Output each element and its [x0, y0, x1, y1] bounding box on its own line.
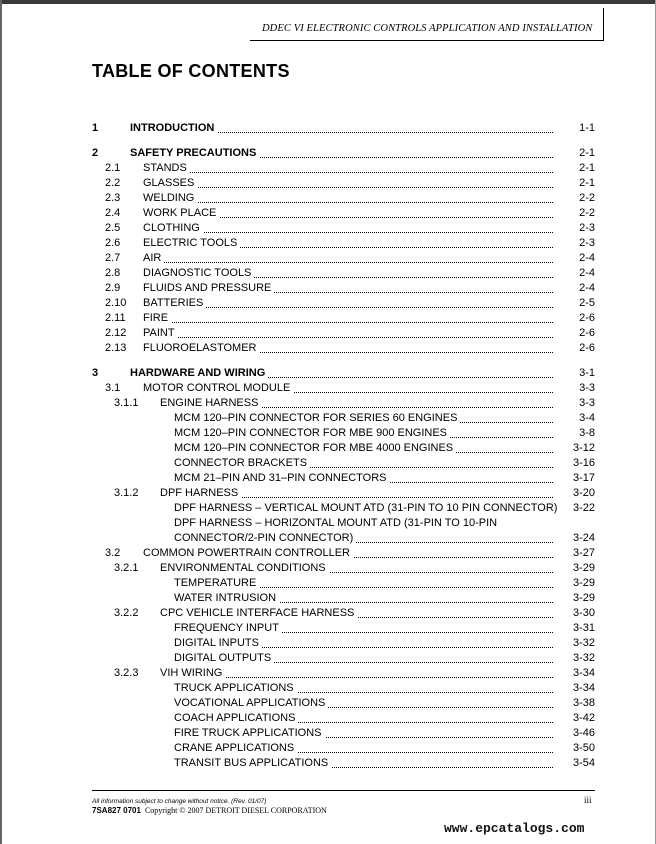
toc-entry-page: 3-31	[572, 622, 595, 634]
toc-entry-title: VOCATIONAL APPLICATIONS	[174, 696, 328, 710]
footer-rule	[92, 790, 595, 791]
toc-entry-page: 2-4	[579, 252, 595, 264]
toc-entry-number: 3	[92, 367, 99, 379]
toc-entry[interactable]	[0, 236, 656, 250]
header-rule	[250, 40, 603, 41]
toc-entry-title: INTRODUCTION	[130, 121, 217, 135]
toc-entry-title: DIGITAL OUTPUTS	[174, 651, 274, 665]
toc-entry-number: 2.3	[105, 192, 121, 204]
toc-entry[interactable]	[0, 146, 656, 160]
toc-entry-title: TEMPERATURE	[174, 576, 259, 590]
toc-entry-page: 2-4	[579, 282, 595, 294]
toc-entry[interactable]	[0, 726, 656, 740]
toc-entry-number: 2.12	[105, 327, 127, 339]
toc-entry-page: 3-29	[572, 562, 595, 574]
toc-entry[interactable]	[0, 561, 656, 575]
toc-entry-number: 2	[92, 147, 99, 159]
toc-entry[interactable]	[0, 516, 656, 530]
toc-entry[interactable]	[0, 741, 656, 755]
toc-entry[interactable]	[0, 666, 656, 680]
toc-entry-title: TRANSIT BUS APPLICATIONS	[174, 756, 331, 770]
toc-entry-page: 3-17	[572, 472, 595, 484]
toc-entry-title: MOTOR CONTROL MODULE	[143, 381, 293, 395]
toc-entry-page: 3-16	[572, 457, 595, 469]
toc-entry[interactable]	[0, 176, 656, 190]
toc-entry-title: WORK PLACE	[143, 206, 219, 220]
toc-entry-page: 3-22	[572, 502, 595, 514]
toc-entry-number: 3.2.3	[114, 667, 139, 679]
toc-entry-page: 2-5	[579, 297, 595, 309]
toc-entry-page: 3-20	[572, 487, 595, 499]
toc-entry-title: DIAGNOSTIC TOOLS	[143, 266, 254, 280]
toc-entry[interactable]	[0, 696, 656, 710]
toc-entry[interactable]	[0, 426, 656, 440]
toc-entry[interactable]	[0, 266, 656, 280]
toc-entry-page: 3-32	[572, 652, 595, 664]
toc-entry-title: FIRE	[143, 311, 171, 325]
toc-entry[interactable]	[0, 606, 656, 620]
toc-entry-page: 2-3	[579, 222, 595, 234]
toc-entry-page: 3-32	[572, 637, 595, 649]
toc-entry[interactable]	[0, 651, 656, 665]
toc-entry-page: 3-3	[579, 382, 595, 394]
toc-entry-title: DPF HARNESS – VERTICAL MOUNT ATD (31-PIN TO 10 PIN CONNECTOR)	[174, 501, 560, 515]
toc-entry-title: WELDING	[143, 191, 197, 205]
toc-entry[interactable]	[0, 366, 656, 380]
footer-note: All information subject to change without notice. (Rev. 01/07)	[92, 798, 267, 805]
toc-dot-leader	[143, 202, 553, 203]
toc-entry-number: 3.1.2	[114, 487, 139, 499]
toc-entry-title: ELECTRIC TOOLS	[143, 236, 240, 250]
toc-entry-number: 2.6	[105, 237, 121, 249]
toc-entry[interactable]	[0, 621, 656, 635]
page-number: iii	[584, 795, 592, 805]
toc-entry-number: 1	[92, 122, 99, 134]
toc-entry-title: DPF HARNESS	[160, 486, 241, 500]
watermark: www.epcatalogs.com	[444, 821, 585, 836]
toc-entry[interactable]	[0, 296, 656, 310]
toc-entry-title: MCM 21–PIN AND 31–PIN CONNECTORS	[174, 471, 390, 485]
toc-entry-page: 3-27	[572, 547, 595, 559]
toc-entry-page: 2-2	[579, 192, 595, 204]
toc-entry-page: 3-50	[572, 742, 595, 754]
toc-entry-page: 1-1	[579, 122, 595, 134]
toc-entry[interactable]	[0, 341, 656, 355]
toc-entry-page: 3-29	[572, 592, 595, 604]
toc-entry-number: 3.2	[105, 547, 121, 559]
toc-entry-title: HARDWARE AND WIRING	[130, 366, 268, 380]
toc-entry-page: 2-1	[579, 177, 595, 189]
toc-entry-number: 2.8	[105, 267, 121, 279]
toc-entry-page: 3-12	[572, 442, 595, 454]
toc-entry[interactable]	[0, 411, 656, 425]
toc-entry-page: 3-24	[572, 532, 595, 544]
toc-entry-page: 2-6	[579, 327, 595, 339]
toc-entry-title: FREQUENCY INPUT	[174, 621, 282, 635]
toc-entry[interactable]	[0, 161, 656, 175]
toc-entry-title: FLUOROELASTOMER	[143, 341, 260, 355]
footer-document-code	[92, 806, 327, 815]
running-header: DDEC VI ELECTRONIC CONTROLS APPLICATION AND INSTALLATION	[262, 23, 593, 34]
toc-entry-page: 3-3	[579, 397, 595, 409]
toc-entry-number: 2.1	[105, 162, 121, 174]
toc-entry-page: 3-54	[572, 757, 595, 769]
toc-entry-title: DIGITAL INPUTS	[174, 636, 262, 650]
document-code: 7SA827 0701	[92, 806, 141, 815]
toc-entry-number: 3.2.1	[114, 562, 139, 574]
toc-entry[interactable]	[0, 531, 656, 545]
header-rule-vertical	[603, 8, 604, 41]
toc-entry-title: PAINT	[143, 326, 178, 340]
toc-entry-number: 2.7	[105, 252, 121, 264]
toc-entry[interactable]	[0, 636, 656, 650]
toc-entry-page: 3-42	[572, 712, 595, 724]
toc-entry-number: 2.5	[105, 222, 121, 234]
toc-entry[interactable]	[0, 591, 656, 605]
toc-entry-page: 2-1	[579, 147, 595, 159]
toc-dot-leader	[143, 172, 553, 173]
toc-entry-title: VIH WIRING	[160, 666, 225, 680]
toc-entry-title: STANDS	[143, 161, 190, 175]
toc-entry-page: 3-8	[579, 427, 595, 439]
toc-dot-leader	[143, 322, 553, 323]
toc-entry-title: MCM 120–PIN CONNECTOR FOR SERIES 60 ENGINES	[174, 411, 460, 425]
toc-entry-title: CPC VEHICLE INTERFACE HARNESS	[160, 606, 357, 620]
toc-entry-title: COACH APPLICATIONS	[174, 711, 298, 725]
toc-entry-title: WATER INTRUSION	[174, 591, 279, 605]
toc-entry-title: CONNECTOR BRACKETS	[174, 456, 310, 470]
toc-entry[interactable]	[0, 191, 656, 205]
toc-dot-leader	[143, 337, 553, 338]
toc-entry[interactable]	[0, 121, 656, 135]
toc-entry[interactable]	[0, 576, 656, 590]
toc-entry[interactable]	[0, 396, 656, 410]
toc-entry-page: 3-29	[572, 577, 595, 589]
toc-entry-number: 2.2	[105, 177, 121, 189]
toc-entry-title: TRUCK APPLICATIONS	[174, 681, 297, 695]
toc-entry-title: AIR	[143, 251, 164, 265]
toc-entry-page: 3-1	[579, 367, 595, 379]
toc-entry[interactable]	[0, 546, 656, 560]
toc-entry-number: 3.1.1	[114, 397, 139, 409]
toc-entry-title: CLOTHING	[143, 221, 203, 235]
toc-entry-number: 2.9	[105, 282, 121, 294]
toc-dot-leader	[143, 232, 553, 233]
toc-entry-number: 3.2.2	[114, 607, 139, 619]
toc-dot-leader	[143, 262, 553, 263]
toc-entry-page: 3-4	[579, 412, 595, 424]
toc-dot-leader	[143, 187, 553, 188]
page-title: TABLE OF CONTENTS	[92, 61, 290, 81]
toc-entry-title: CONNECTOR/2-PIN CONNECTOR)	[174, 531, 356, 545]
toc-entry-number: 2.10	[105, 297, 127, 309]
toc-entry-page: 3-38	[572, 697, 595, 709]
toc-entry-number: 2.13	[105, 342, 127, 354]
toc-entry-title: BATTERIES	[143, 296, 206, 310]
toc-entry-page: 2-3	[579, 237, 595, 249]
toc-entry-title: MCM 120–PIN CONNECTOR FOR MBE 4000 ENGINES	[174, 441, 456, 455]
toc-entry-page: 3-34	[572, 682, 595, 694]
toc-entry-title: FLUIDS AND PRESSURE	[143, 281, 274, 295]
toc-entry-title: FIRE TRUCK APPLICATIONS	[174, 726, 325, 740]
toc-entry-page: 2-6	[579, 342, 595, 354]
top-border	[0, 0, 656, 4]
toc-entry[interactable]	[0, 251, 656, 265]
toc-entry[interactable]	[0, 206, 656, 220]
toc-entry-number: 2.11	[105, 312, 126, 324]
toc-entry[interactable]	[0, 486, 656, 500]
toc-entry-number: 2.4	[105, 207, 121, 219]
toc-entry-title: SAFETY PRECAUTIONS	[130, 146, 259, 160]
toc-entry-page: 3-46	[572, 727, 595, 739]
toc-entry[interactable]	[0, 471, 656, 485]
toc-entry[interactable]	[0, 311, 656, 325]
toc-entry[interactable]	[0, 281, 656, 295]
toc-entry-title: CRANE APPLICATIONS	[174, 741, 297, 755]
toc-entry[interactable]	[0, 381, 656, 395]
toc-entry-title: ENVIRONMENTAL CONDITIONS	[160, 561, 329, 575]
toc-entry-title: COMMON POWERTRAIN CONTROLLER	[143, 546, 353, 560]
copyright: Copyright © 2007 DETROIT DIESEL CORPORATION	[144, 806, 327, 815]
toc-entry-title: ENGINE HARNESS	[160, 396, 261, 410]
toc-entry[interactable]	[0, 441, 656, 455]
toc-entry[interactable]	[0, 501, 656, 515]
toc-entry[interactable]	[0, 681, 656, 695]
toc-entry[interactable]	[0, 756, 656, 770]
toc-entry-page: 2-2	[579, 207, 595, 219]
toc-entry-title: DPF HARNESS – HORIZONTAL MOUNT ATD (31-PIN TO 10-PIN	[174, 516, 500, 530]
toc-entry[interactable]	[0, 711, 656, 725]
toc-entry[interactable]	[0, 221, 656, 235]
toc-entry[interactable]	[0, 326, 656, 340]
toc-entry-title: GLASSES	[143, 176, 197, 190]
toc-entry-page: 3-30	[572, 607, 595, 619]
toc-entry-page: 3-34	[572, 667, 595, 679]
toc-entry[interactable]	[0, 456, 656, 470]
toc-entry-number: 3.1	[105, 382, 121, 394]
toc-entry-page: 2-6	[579, 312, 595, 324]
toc-entry-page: 2-1	[579, 162, 595, 174]
toc-entry-title: MCM 120–PIN CONNECTOR FOR MBE 900 ENGINES	[174, 426, 450, 440]
toc-entry-page: 2-4	[579, 267, 595, 279]
